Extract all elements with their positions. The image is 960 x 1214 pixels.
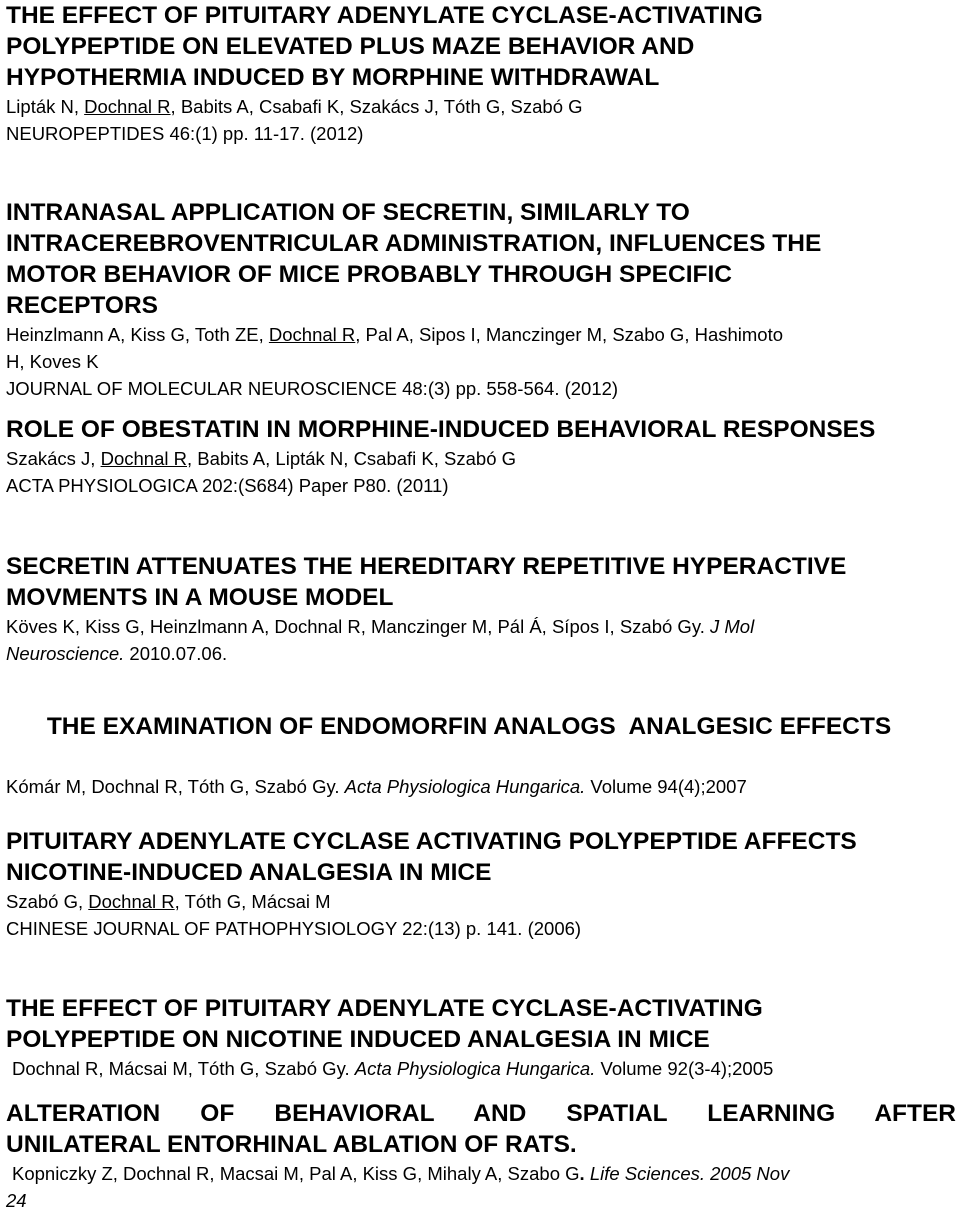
title-line: ALTERATION OF BEHAVIORAL AND SPATIAL LEARNING AFTER [6, 1100, 956, 1127]
journal-name: Acta Physiologica Hungarica. [354, 1058, 596, 1079]
publication-authors: Szabó G, Dochnal R, Tóth G, Mácsai M [6, 891, 331, 912]
publication-title [6, 826, 956, 888]
title-line: POLYPEPTIDE ON ELEVATED PLUS MAZE BEHAVIOR AND [6, 33, 695, 60]
publication-entry-1 [6, 0, 956, 147]
publication-entry-5 [6, 680, 956, 800]
publication-list [6, 0, 956, 1214]
publication-entry-7 [6, 993, 956, 1082]
publication-entry-6 [6, 826, 956, 942]
journal-name: Neuroscience. [6, 643, 125, 664]
publication-source: 24 [6, 1190, 27, 1211]
publication-title [6, 414, 956, 445]
title-line: THE EFFECT OF PITUITARY ADENYLATE CYCLASE-ACTIVATING [6, 995, 763, 1022]
publication-authors: Heinzlmann A, Kiss G, Toth ZE, Dochnal R, Pal A, Sipos I, Manczinger M, Szabo G, Hashimoto [6, 324, 784, 345]
title-line: RECEPTORS [6, 292, 159, 319]
journal-name: Life Sciences. 2005 Nov [584, 1163, 790, 1184]
publication-title [6, 551, 956, 613]
highlighted-author: Dochnal R [268, 324, 356, 345]
title-line: POLYPEPTIDE ON NICOTINE INDUCED ANALGESIA IN MICE [6, 1026, 710, 1053]
highlighted-author: Dochnal R [84, 96, 171, 117]
publication-source: CHINESE JOURNAL OF PATHOPHYSIOLOGY 22:(13) p. 141. (2006) [6, 918, 582, 939]
publication-authors-continued: H, Koves K [6, 351, 99, 372]
publication-authors: Köves K, Kiss G, Heinzlmann A, Dochnal R, Manczinger M, Pál Á, Sípos I, Szabó Gy. J Mol [6, 616, 755, 637]
publication-entry-3 [6, 414, 956, 499]
title-line: THE EXAMINATION OF ENDOMORFIN ANALOGS ANALGESIC EFFECTS [46, 713, 892, 740]
title-line: PITUITARY ADENYLATE CYCLASE ACTIVATING POLYPEPTIDE AFFECTS [6, 828, 857, 855]
title-line: UNILATERAL ENTORHINAL ABLATION OF RATS. [6, 1131, 577, 1158]
publication-authors: Szakács J, Dochnal R, Babits A, Lipták N, Csabafi K, Szabó G [6, 448, 517, 469]
title-line: SECRETIN ATTENUATES THE HEREDITARY REPETITIVE HYPERACTIVE [6, 553, 847, 580]
publication-entry-4 [6, 551, 956, 667]
title-line: NICOTINE-INDUCED ANALGESIA IN MICE [6, 859, 492, 886]
title-line: INTRANASAL APPLICATION OF SECRETIN, SIMILARLY TO [6, 199, 690, 226]
title-line: HYPOTHERMIA INDUCED BY MORPHINE WITHDRAWAL [6, 64, 660, 91]
title-line: MOTOR BEHAVIOR OF MICE PROBABLY THROUGH SPECIFIC [6, 261, 732, 288]
journal-name: J Mol [709, 616, 755, 637]
title-line: INTRACEREBROVENTRICULAR ADMINISTRATION, INFLUENCES THE [6, 230, 822, 257]
publication-entry-8 [6, 1098, 956, 1214]
journal-name: Acta Physiologica Hungarica. [344, 776, 586, 797]
publication-source: JOURNAL OF MOLECULAR NEUROSCIENCE 48:(3) pp. 558-564. (2012) [6, 378, 619, 399]
publication-authors: Kopniczky Z, Dochnal R, Macsai M, Pal A, Kiss G, Mihaly A, Szabo G. Life Sciences. 2005 Nov [12, 1163, 790, 1184]
publication-title [6, 197, 956, 321]
publication-authors: Dochnal R, Mácsai M, Tóth G, Szabó Gy. Acta Physiologica Hungarica. Volume 92(3-4);2005 [12, 1058, 774, 1079]
title-line: MOVMENTS IN A MOUSE MODEL [6, 584, 394, 611]
publication-title [6, 0, 956, 93]
title-line: ROLE OF OBESTATIN IN MORPHINE-INDUCED BEHAVIORAL RESPONSES [6, 416, 876, 443]
publication-authors: Lipták N, Dochnal R, Babits A, Csabafi K, Szakács J, Tóth G, Szabó G [6, 96, 583, 117]
publication-source: Neuroscience. 2010.07.06. [6, 643, 228, 664]
publication-title [6, 680, 956, 773]
publication-source: NEUROPEPTIDES 46:(1) pp. 11-17. (2012) [6, 123, 364, 144]
publication-source: ACTA PHYSIOLOGICA 202:(S684) Paper P80. (2011) [6, 475, 449, 496]
publication-authors: Kómár M, Dochnal R, Tóth G, Szabó Gy. Acta Physiologica Hungarica. Volume 94(4);2007 [6, 776, 747, 797]
title-line: THE EFFECT OF PITUITARY ADENYLATE CYCLASE-ACTIVATING [6, 2, 763, 29]
highlighted-author: Dochnal R [100, 448, 187, 469]
publication-title [6, 1098, 956, 1160]
publication-entry-2 [6, 197, 956, 402]
publication-title [6, 993, 956, 1055]
highlighted-author: Dochnal R [88, 891, 175, 912]
